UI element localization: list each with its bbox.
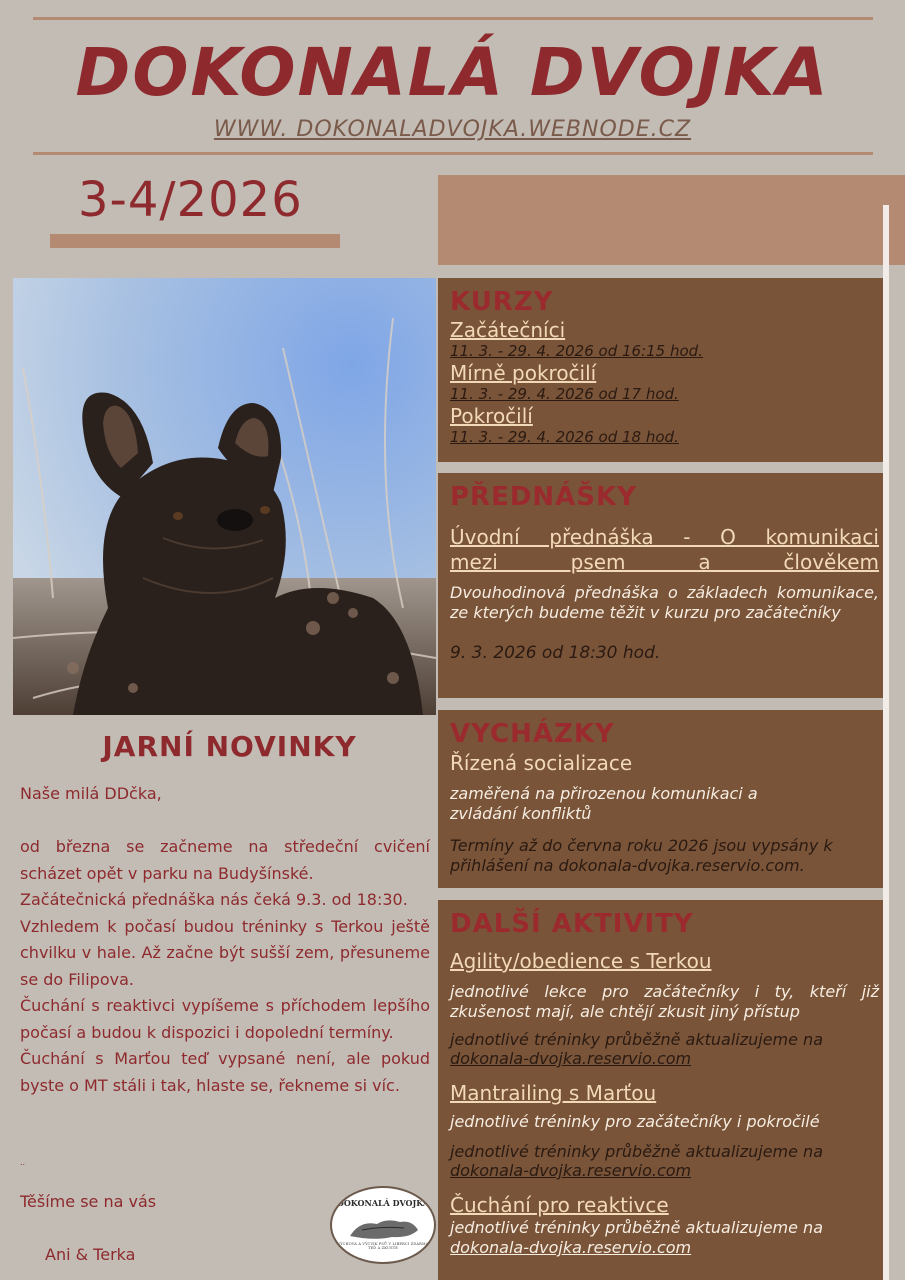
activity-agility-update: jednotlivé tréninky průběžně aktualizujeme na xyxy=(450,1030,823,1049)
news-paragraph: Vzhledem k počasí budou tréninky s Terkou ještě chvilku v hale. Až začne být sušší zem, přesuneme se do Filipova. xyxy=(20,916,430,989)
news-greeting: Těšíme se na vás xyxy=(20,1192,157,1211)
activities-panel xyxy=(438,900,883,1280)
french-bulldog-image xyxy=(13,278,436,715)
course-intermediate[interactable]: Mírně pokročilí xyxy=(450,361,597,385)
course-date: 11. 3. - 29. 4. 2026 od 16:15 hod. xyxy=(450,342,703,360)
club-logo xyxy=(330,1186,436,1264)
lecture-title-line1[interactable]: Úvodní přednáška - O komunikaci xyxy=(450,525,879,549)
walks-heading: VYCHÁZKY xyxy=(450,719,615,749)
header-rule xyxy=(33,152,873,155)
news-paragraph: Čuchání s Marťou teď vypsané není, ale pokud byste o MT stáli i tak, hlaste se, řekneme si víc. xyxy=(20,1049,430,1095)
course-date: 11. 3. - 29. 4. 2026 od 17 hod. xyxy=(450,385,679,403)
lectures-heading: PŘEDNÁŠKY xyxy=(450,482,638,512)
news-heading: JARNÍ NOVINKY xyxy=(102,730,357,763)
website-link[interactable]: WWW. DOKONALADVOJKA.WEBNODE.CZ xyxy=(213,117,692,142)
logo-subtext: VÝCHOVA A VÝCVIK PSŮ V LIBERCI ZDARMA TEĎ A ZKUSTE xyxy=(337,1242,429,1250)
date-underline-bar xyxy=(50,234,340,248)
course-advanced[interactable]: Pokročilí xyxy=(450,404,533,428)
news-paragraph: Začátečnická přednáška nás čeká 9.3. od 18:30. xyxy=(20,890,408,909)
courses-panel xyxy=(438,278,883,462)
news-mark: .. xyxy=(20,1158,26,1167)
walks-terms: Termíny až do června roku 2026 jsou vypsány k přihlášení na dokonala-dvojka.reservio.com. xyxy=(450,836,833,875)
news-salutation: Naše milá DDčka, xyxy=(20,784,162,803)
activity-agility-description: jednotlivé lekce pro začátečníky i ty, kteří již zkušenost mají, ale chtějí zkusit jiný přístup xyxy=(450,982,879,1021)
course-beginners[interactable]: Začátečníci xyxy=(450,318,566,342)
top-rule xyxy=(33,17,873,20)
activity-agility-link[interactable]: dokonala-dvojka.reservio.com xyxy=(450,1049,692,1068)
activities-heading: DALŠÍ AKTIVITY xyxy=(450,909,694,939)
news-paragraph: Čuchání s reaktivci vypíšeme s příchodem lepšího počasí a budou k dispozici i dopolední termíny. xyxy=(20,996,430,1042)
courses-heading: KURZY xyxy=(450,287,554,317)
dog-photo xyxy=(13,278,436,715)
news-signature: Ani & Terka xyxy=(45,1245,136,1264)
activity-sniffing-update: jednotlivé tréninky průběžně aktualizujeme na xyxy=(450,1218,823,1237)
lecture-title-line2[interactable]: mezi psem a člověkem xyxy=(450,550,879,574)
activity-agility[interactable]: Agility/obedience s Terkou xyxy=(450,949,712,973)
news-paragraph: od března se začneme na středeční cvičení scházet opět v parku na Budyšínské. xyxy=(20,837,430,883)
logo-text: DOKONALÁ DVOJKA xyxy=(336,1198,430,1208)
lecture-date: 9. 3. 2026 od 18:30 hod. xyxy=(450,643,661,663)
decor-block xyxy=(438,175,905,265)
activity-mantrailing-update: jednotlivé tréninky průběžně aktualizujeme na xyxy=(450,1142,823,1161)
walks-panel xyxy=(438,710,883,888)
activity-mantrailing-link[interactable]: dokonala-dvojka.reservio.com xyxy=(450,1161,692,1180)
decor-vertical-line xyxy=(883,205,889,1280)
issue-date: 3-4/2026 xyxy=(78,172,303,228)
lectures-panel xyxy=(438,473,883,698)
page-title: DOKONALÁ DVOJKA xyxy=(75,34,830,111)
activity-sniffing[interactable]: Čuchání pro reaktivce xyxy=(450,1193,669,1217)
walks-description: zaměřená na přirozenou komunikaci a zvládání konfliktů xyxy=(450,784,758,823)
activity-mantrailing-description: jednotlivé tréninky pro začátečníky i pokročilé xyxy=(450,1112,820,1131)
activity-mantrailing[interactable]: Mantrailing s Marťou xyxy=(450,1081,657,1105)
lecture-description: Dvouhodinová přednáška o základech komunikace, ze kterých budeme těžit v kurzu pro začátečníky xyxy=(450,583,879,622)
news-body xyxy=(20,781,430,1099)
course-date: 11. 3. - 29. 4. 2026 od 18 hod. xyxy=(450,428,679,446)
activity-sniffing-link[interactable]: dokonala-dvojka.reservio.com xyxy=(450,1238,692,1257)
walks-subtitle: Řízená socializace xyxy=(450,751,633,775)
